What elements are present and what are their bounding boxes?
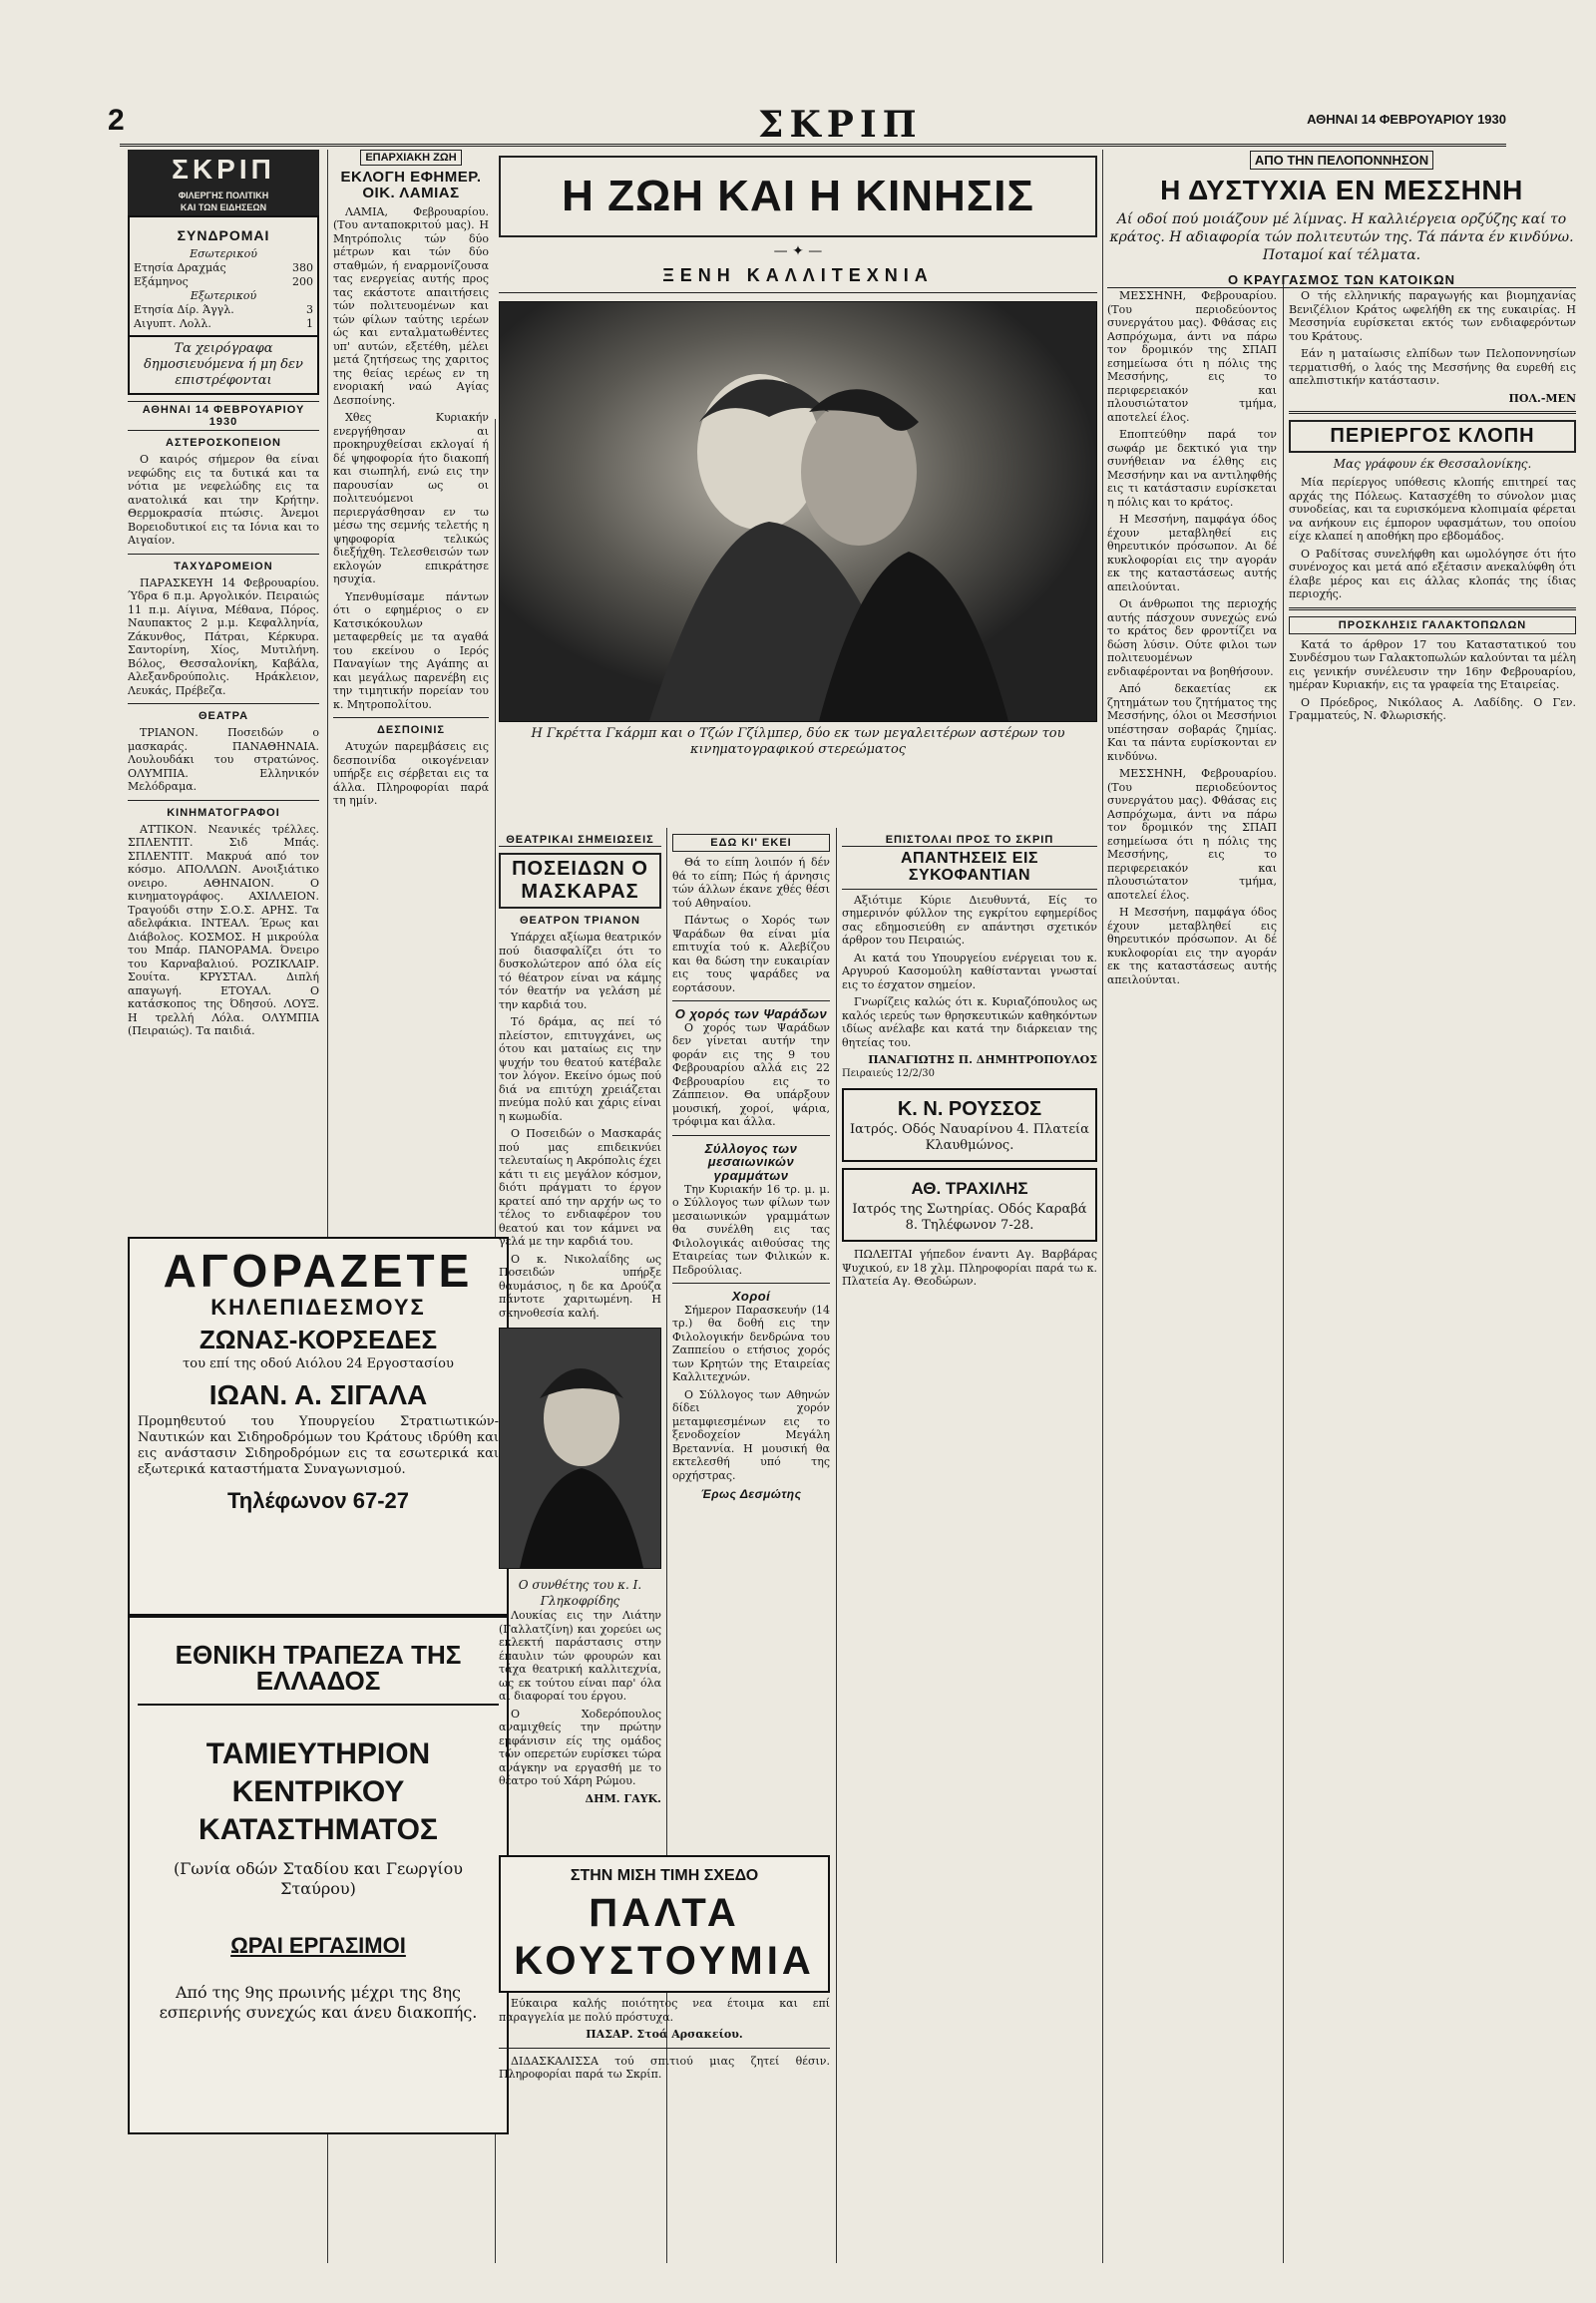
- clothing-ad: [499, 1855, 830, 2263]
- notice-text: Ατυχών παρεμβάσεις εις δεσποινίδα οικογένειαν υπήρξε εις σέρβεται εις τα άλλα. Πληροφορίαι παρά τη ημίν.: [333, 740, 489, 807]
- column-rule: [1102, 150, 1103, 2263]
- divider: [499, 2048, 830, 2049]
- doctor-ad-text: Ιατρός. Οδός Ναυαρίνου 4. Πλατεία Κλαυθμώνος.: [850, 1122, 1089, 1154]
- page-number: 2: [108, 104, 125, 137]
- ad-body: Προμηθευτού του Υπουργείου Στρατιωτικών-Ναυτικών και Σιδηροδρόμων του Κράτους ιδρύθη και εις ανάστασιν Σιδηροδρόμων εις τα εσωτερικά και εξωτερικά καταστήματα Συναγωνισμού.: [138, 1414, 499, 1477]
- divider: [672, 1000, 830, 1001]
- subscription-row: Ετησία Δραχμάς 380: [134, 261, 313, 274]
- messene-text: ΜΕΣΣΗΝΗ, Φεβρουαρίου. (Του περιοδεύοντος συνεργάτου μας). Φθάσας εις Ασπρόχωμα, άντι να πάρω τον δρομικόν της ΣΠΑΠ εσημείωσα ότι η πόλις της Μεσσήνης, εις το περιφερειακόν και πλουσιώτατον τμήμα, αποτελεί έλος.: [1107, 289, 1277, 424]
- divider: [128, 554, 319, 555]
- letters-text: Γνωρίζεις καλώς ότι κ. Κυριαζόπουλος ως καλός ιερεύς των θρησκευτικών καθηκόντων ιδίως ανέλαβε και κατά την διάρκειαν της θητείας του.: [842, 995, 1097, 1049]
- corset-ad: [128, 1237, 509, 1616]
- edo-text: Πάντως ο Χορός των Ψαράδων θα είναι μία επιτυχία τού κ. Αλεβίζου και θα δώση την ευκαιρίαν εις τους ψαράδες να εορτάσουν.: [672, 914, 830, 994]
- messene-text: Ο τής ελληνικής παραγωγής και βιομηχανίας Βενιζέλιον Κράτος ωφελήθη εκ της ευκαιρίας. Η Μεσσηνία ευρίσκεται εκτός των ενδιαφερόντων του Κράτους.: [1289, 289, 1576, 343]
- ad-phone: Τηλέφωνον 67-27: [226, 1488, 409, 1513]
- masthead-logo: ΣΚΡΙΠ: [758, 104, 923, 146]
- sidebar-tagline: ΦΙΛΕΡΓΗΣ ΠΟΛΙΤΙΚΗ: [128, 190, 319, 201]
- bank-hours: Από της 9ης πρωινής μέχρι της 8ης εσπερινής συνεχώς και άνευ διακοπής.: [159, 1983, 478, 2022]
- theatre-text: Υπάρχει αξίωμα θεατρικόν πού διασφαλίζει ότι το δυσκολώτερον από όλα είς τό θέατρον είναι να κάμης τόν θεατήν να γελάση μέ την καρδιά του.: [499, 931, 661, 1011]
- section-title: ΚΙΝΗΜΑΤΟΓΡΑΦΟΙ: [167, 806, 280, 819]
- section-title: ΔΕΣΠΟΙΝΙΣ: [376, 724, 445, 736]
- masthead-date: ΑΘΗΝΑΙ 14 ΦΕΒΡΟΥΑΡΙΟΥ 1930: [1307, 112, 1506, 127]
- balls-title: Χοροί: [731, 1289, 771, 1305]
- classified-text: ΠΩΛΕΙΤΑΙ γήπεδον έναντι Αγ. Βαρβάρας Ψυχικού, εν 18 χλμ. Πληροφορίαι παρά τω κ. Πλατεία Αγ. Θεοδώρων.: [842, 1248, 1097, 1289]
- subscription-box: [128, 215, 319, 337]
- divider: [672, 1283, 830, 1284]
- bank-branch: ΤΑΜΙΕΥΤΗΡΙΟΝ ΚΕΝΤΡΙΚΟΥ ΚΑΤΑΣΤΗΜΑΤΟΣ: [199, 1737, 438, 1846]
- theatre-text: Ο κ. Νικολαΐδης ως Ποσειδών υπήρξε θαυμάσιος, η δε κα Δρούζα πάντοτε χαριτωμένη. Η σκηνοθεσία καλή.: [499, 1252, 661, 1320]
- section-kicker: ΕΠΑΡΧΙΑΚΗ ΖΩΗ: [360, 150, 461, 166]
- edo-text: Θά το είπη λοιπόν ή δέν θά το είπη; Πώς ή άρνησις τών άλλων έκανε χθές θέσι τού Αθηναίου.: [672, 856, 830, 910]
- section-kicker: ΑΠΟ ΤΗΝ ΠΕΛΟΠΟΝΝΗΣΟΝ: [1250, 151, 1433, 170]
- article-text: Υπενθυμίσαμε πάντων ότι ο εφημέριος ο εν Κατσικόκουλων μεταφερθείς με τα αγαθά του εκείνου ο Ιερός Παναγίων της Αγάπης αι και μεγάλως παρενέβη εις την τιμητικήν πορείαν του κ. Μητροπολίτου.: [333, 589, 489, 711]
- letters-date: Πειραιεύς 12/2/30: [842, 1067, 935, 1079]
- subscription-title: ΣΥΝΔΡΟΜΑΙ: [177, 227, 270, 243]
- doctor-ad-name: Κ. Ν. ΡΟΥΣΣΟΣ: [897, 1098, 1042, 1121]
- cinemas-text: ΑΤΤΙΚΟΝ. Νεανικές τρέλλες. ΣΠΛΕΝΤΙΤ. Σιδ Μπάς. ΣΠΛΕΝΤΙΤ. Μακρυά από τον κόσμο. ΑΠΟΛΛΩΝ. Ανοιξιάτικο ονειρο. ΑΘΗΝΑΙΟΝ. Ο κινηματογράφος. ΑΧΙΛΛΕΙΟΝ. Τραγούδι στην Σ.Ο.Σ. ΑΡΗΣ. Τα αδελφάκια. ΙΝΤΕΑΛ. Έρως και Διάβολος. ΚΟΣΜΟΣ. Η μικρούλα του Μπάρ. ΠΑΝΟΡΑΜΑ. Όνειρο του Καρναβαλιού. ΡΟΖΙΚΛΑΙΡ. Σουίτα. ΚΡΥΣΤΑΛ. Διπλή απαγωγή. ΕΤΟΥΑΛ. Ο κατάσκοπος της Όδησού. ΛΟΥΞ. Η τρελλή Λόλα. ΟΛΥΜΠΙΑ (Πειραιώς). Τα παιδιά.: [128, 822, 319, 1037]
- masthead: [108, 104, 1506, 147]
- bank-address: (Γωνία οδών Σταδίου και Γεωργίου Σταύρου): [174, 1859, 463, 1898]
- section-title: ΑΣΤΕΡΟΣΚΟΠΕΙΟΝ: [166, 437, 281, 449]
- clothing-text: Εύκαιρα καλής ποιότητος νεα έτοιμα και επί παραγγελία με πολύ πρόστυχα.: [499, 1997, 830, 2024]
- invite-signature: Ο Πρόεδρος, Νικόλαος Α. Λαδίδης. Ο Γεν. Γραμματεύς, Ν. Φλωρισκής.: [1289, 695, 1576, 722]
- ad-line: του επί της οδού Αιόλου 24 Εργοστασίου: [183, 1356, 454, 1371]
- bank-title: ΕΘΝΙΚΗ ΤΡΑΠΕΖΑ ΤΗΣ ΕΛΛΑΔΟΣ: [138, 1626, 499, 1706]
- invite-headline: ΠΡΟΣΚΛΗΣΙΣ ΓΑΛΑΚΤΟΠΩΛΩΝ: [1289, 616, 1576, 634]
- eros-title: Έρως Δεσμώτης: [700, 1487, 802, 1502]
- theatre-headline: ΠΟΣΕΙΔΩΝ Ο ΜΑΣΚΑΡΑΣ: [499, 853, 661, 909]
- doctor-ad: [842, 1088, 1097, 1162]
- messene-text: Η Μεσσήνη, παμφάγα όδος έχουν μεταβληθεί εις θηρευτικόν πρόσωπον. Αι δέ κυκλοφορίαι εις την αγοράν εκ της καταστάσεως αυτής απειλούνται.: [1107, 906, 1277, 986]
- composer-caption: Ο συνθέτης του κ. Ι. Γληκοφρίδης: [518, 1578, 642, 1608]
- section-kicker: ΘΕΑΤΡΙΚΑΙ ΣΗΜΕΙΩΣΕΙΣ: [499, 834, 661, 847]
- weather-text: Ο καιρός σήμερον θα είναι νεφώδης εις τα δυτικά και τα νότια με νεφελώδης εις τα ανατολικά και την Κρήτην. Θερμοκρασία πτώσις. Άνεμοι Βορειοδυτικοί εις τα Ιόνια και το Αιγαίον.: [128, 453, 319, 547]
- mail-text: ΠΑΡΑΣΚΕΥΗ 14 Φεβρουαρίου. Ύδρα 6 π.μ. Αργολικόν. Πειραιώς 11 π.μ. Αίγινα, Μέθανα, Πόρος. Ναυπακτος 2 μ.μ. Κεφαλληνία, Ζάκυνθος, Πάτραι, Κέρκυρα. Σαντορίνη, Χίος, Μυτιλήνη. Βόλος, Θεσσαλονίκη, Καβάλα, Αλεξανδρούπολις. Ηράκλειον, Λευκάς, Πρέβεζα.: [128, 576, 319, 697]
- article-text: ΛΑΜΙΑ, Φεβρουαρίου. (Του ανταποκριτού μας). Η Μητρόπολις τών δύο μέτρων και τών δύο σταθμών, ή εναρμονίζουσα τας ενεργείας αυτής προς τας εκάστοτε απαιτήσεις τών πολιτευομένων και τών φίλων ταύτης ιερέων ώς και ενταλματωθέντες υπ' αυτών, εξετέθη, μέλει μετά ζητήσεως της χαριτος της θείας ιερέως εν τη ενοριακή ναώ Αγίας Δεσποίνης.: [333, 204, 489, 407]
- clothing-ad-box: [499, 1855, 830, 1993]
- theft-text: Μία περίεργος υπόθεσις κλοπής επιτηρεί τας αρχάς της Πόλεως. Κατασχέθη το σύνολον μιας συνοδείας, και τα ευρισκόμενα κλοπιμαία φέρεται να ανήκουν εις έμπορον υφασμάτων, του οποίου είχε κλαπεί η αποθήκη προ εβδομάδος.: [1289, 476, 1576, 543]
- classified-text: ΔΙΔΑΣΚΑΛΙΣΣΑ τού σπιτιού μιας ζητεί θέσιν. Πληροφορίαι παρά τω Σκρίπ.: [499, 2054, 830, 2081]
- clothing-sig: ΠΑΣΑΡ. Στοά Αρσακείου.: [586, 2028, 743, 2041]
- ad-title: ΑΓΟΡΑΖΕΤΕ: [163, 1245, 474, 1297]
- divider: [1289, 411, 1576, 414]
- article-text: Χθες Κυριακήν ενεργήθησαν αι προκηρυχθείσαι εκλογαί ή δέ ψηφοφορία ήτο διακοπή και σιωπηλή, ενώ εις την παρουσίαν ως οι πολιτευόμενοι περιεργάσθησαν εν τω μέσω της σεμνής τελετής η ψηφοφορία τελικώς διεξήχθη. Τελεσθεισών των εκλογών επικράτησε ησυχία.: [333, 411, 489, 585]
- manuscripts-notice: Τα χειρόγραφα δημοσιευόμενα ή μη δεν επιστρέφονται: [128, 337, 319, 395]
- bank-hours-title: ΩΡΑΙ ΕΡΓΑΣΙΜΟΙ: [230, 1933, 406, 1958]
- section-title: ΤΑΧΥΔΡΟΜΕΙΟΝ: [174, 560, 273, 573]
- signature: ΔΗΜ. ΓΑΥΚ.: [585, 1791, 661, 1805]
- doctor-ad-name: ΑΘ. ΤΡΑΧΙΛΗΣ: [911, 1179, 1028, 1199]
- doctor-ad-text: Ιατρός της Σωτηρίας. Οδός Καραβά 8. Τηλέφωνον 7-28.: [852, 1202, 1087, 1234]
- theatre-text: Ο Ποσειδών ο Μασκαράς πού μας επιδεικνύει τελευταίως η Ακρόπολις έχει κάτι τι εις μεγάλον κόσμον, διότι πράγματι το έργον κρατεί από την αρχήν ως το τέλος το ενδιαφέρον του θεατού και τον κάμνει να γελά με την καρδιά του.: [499, 1127, 661, 1248]
- letters-text: Αι κατά του Υπουργείου ενέργειαι του κ. Αργυρού Κασομούλη καθίστανται γνωσταί εις το έσχατον σημείον.: [842, 951, 1097, 991]
- divider: [1289, 607, 1576, 610]
- messene-section: Ο ΚΡΑΥΓΑΣΜΟΣ ΤΩΝ ΚΑΤΟΙΚΩΝ: [1107, 272, 1576, 288]
- ad-line: ΚΗΛΕΠΙΔΕΣΜΟΥΣ: [210, 1295, 426, 1320]
- letters-column: [842, 828, 1097, 2263]
- theft-headline: ΠΕΡΙΕΡΓΟΣ ΚΛΟΠΗ: [1289, 420, 1576, 453]
- composer-image: [500, 1329, 661, 1568]
- sidebar-tagline: ΚΑΙ ΤΩΝ ΕΙΔΗΣΕΩΝ: [128, 201, 319, 215]
- clothing-line: ΚΟΥΣΤΟΥΜΙΑ: [514, 1939, 815, 1983]
- association-title: Σύλλογος των μεσαιωνικών γραμμάτων: [704, 1140, 798, 1183]
- section-kicker: ΕΠΙΣΤΟΛΑΙ ΠΡΟΣ ΤΟ ΣΚΡΙΠ: [842, 834, 1097, 847]
- divider: [333, 717, 489, 718]
- subscription-foreign: Εξωτερικού: [190, 289, 257, 302]
- balls-text: Σήμερον Παρασκευήν (14 τρ.) θα δοθή εις την Φιλολογικήν δενδρώνα του Ζαππείου ο ετήσιος χορός των Κρητών της Εταιρείας Καλλιτεχνών.: [672, 1303, 830, 1384]
- column-1: [128, 150, 319, 1226]
- balls-text: Ο Σύλλογος των Αθηνών δίδει χορόν μεταμφιεσμένων εις το ξενοδοχείον Μεγάλη Βρεταννία. Η μουσική θα εκτελεσθή υπό της ορχήστρας.: [672, 1387, 830, 1482]
- theft-sub: Μας γράφουν έκ Θεσσαλονίκης.: [1333, 457, 1532, 471]
- ad-line: ΖΩΝΑΣ-ΚΟΡΣΕΔΕΣ: [199, 1325, 438, 1354]
- subscription-domestic: Εσωτερικού: [190, 247, 257, 260]
- letters-headline: ΑΠΑΝΤΗΣΕΙΣ ΕΙΣ ΣΥΚΟΦΑΝΤΙΑΝ: [842, 851, 1097, 890]
- composer-photo: [499, 1328, 661, 1569]
- column-rule: [1283, 284, 1284, 2263]
- messene-text: Οι άνθρωποι της περιοχής αυτής πάσχουν συνεχώς ενώ το κράτος δεν φροντίζει να δώση λύσιν. Ούτε φιλοι των πολιτευομένων ενδιαφέρονται να βοηθήσουν.: [1107, 597, 1277, 678]
- photo-caption: Η Γκρέττα Γκάρμπ και ο Τζών Γζίλμπερ, δύο εκ των μεγαλειτέρων αστέρων του κινηματογραφικού στερεώματος: [531, 726, 1065, 757]
- messene-signature: ΠΟΛ.-ΜΕΝ: [1508, 391, 1576, 405]
- letters-text: Αξιότιμε Κύριε Διευθυντά, Είς το σημερινόν φύλλον της εγκρίτου εφημερίδος σας εδημοσιεύθη εν απάντησι σχετικόν άρθρον του Πειραιώς.: [842, 893, 1097, 948]
- film-stars-photo: [499, 301, 1097, 722]
- article-headline: ΕΚΛΟΓΗ ΕΦΗΜΕΡ. ΟΙΚ. ΛΑΜΙΑΣ: [340, 169, 482, 201]
- theatre-sub: ΘΕΑΤΡΟΝ ΤΡΙΑΝΟΝ: [519, 915, 641, 927]
- letters-signature: ΠΑΝΑΓΙΩΤΗΣ Π. ΔΗΜΗΤΡΟΠΟΥΛΟΣ: [868, 1053, 1097, 1067]
- theatre-text: Λουκίας εις την Λιάτην (Γαλλατζίνη) και χορεύει ως εκλεκτή παράστασις στην έπαυλιν τών φρουρών και τάχα θεατρική καλλιτεχνία, ως εκ τούτου είναι παρ' όλα αι διαφοραί του έργου.: [499, 1609, 661, 1703]
- section-kicker: ΕΔΩ ΚΙ' ΕΚΕΙ: [672, 834, 830, 852]
- clothing-line: ΣΤΗΝ ΜΙΣΗ ΤΙΜΗ ΣΧΕΔΟ: [570, 1867, 759, 1884]
- ad-name: ΙΩΑΝ. Α. ΣΙΓΑΛΑ: [208, 1379, 428, 1410]
- messene-text: ΜΕΣΣΗΝΗ, Φεβρουαρίου. (Του περιοδεύοντος συνεργάτου μας). Φθάσας εις Ασπρόχωμα, άντι να πάρω τον δρομικόν της ΣΠΑΠ εσημείωσα ότι η πόλις της Μεσσήνης, εις το περιφερειακόν και πλουσιώτατον τμήμα, αποτελεί έλος.: [1107, 767, 1277, 902]
- messene-header: [1107, 150, 1576, 292]
- messene-text: Εάν η ματαίωσις ελπίδων των Πελοποννησίων τερματισθή, ο λαός της Μεσσήνης θα ευρεθή εις απελπιστικήν κατάστασιν.: [1289, 347, 1576, 387]
- messene-column-2: [1289, 289, 1576, 2263]
- messene-headline: Η ΔΥΣΤΥΧΙΑ ΕΝ ΜΕΣΣΗΝΗ: [1160, 175, 1523, 205]
- invite-text: Κατά το άρθρον 17 του Καταστατικού του Συνδέσμου των Γαλακτοπωλών καλούνται τα μέλη εις γενικήν συνέλευσιν την 16ην Φεβρουαρίου, ημέραν Κυριακήν, εις τα γραφεία της Εταιρείας.: [1289, 637, 1576, 691]
- theft-text: Ο Ραδίτσας συνελήφθη και ωμολόγησε ότι ήτο συνένοχος και μετά από εξέτασιν ανεκαλύφθη ότι έλαβε μέρος και εις άλλας κλοπάς της ίδιας περιοχής.: [1289, 547, 1576, 600]
- feature-headline: Η ΖΩΗ ΚΑΙ Η ΚΙΝΗΣΙΣ: [499, 156, 1097, 237]
- dance-title: Ο χορός των Ψαράδων: [674, 1006, 828, 1021]
- subscription-row: Ετησία Δίρ. Άγγλ. 3: [134, 303, 313, 316]
- center-feature: [499, 150, 1097, 758]
- column-rule: [836, 828, 837, 2263]
- messene-column-1: [1107, 289, 1277, 2263]
- divider: [128, 703, 319, 704]
- messene-text: Από δεκαετίας εκ ζητημάτων του ζητήματος της Μεσσήνης, όλοι οι Μεσσήνιοι υπέστησαν σοβαράς ζημίας. Και τα πάντα ευρίσκονται εν κινδύνω.: [1107, 682, 1277, 763]
- theatres-text: ΤΡΙΑΝΟΝ. Ποσειδών ο μασκαράς. ΠΑΝΑΘΗΝΑΙΑ. Λουλουδάκι του στρατώνος. ΟΛΥΜΠΙΑ. Ελληνικόν Μελόδραμα.: [128, 726, 319, 793]
- bank-ad: [128, 1616, 509, 2134]
- messene-subtitle: Αί οδοί πού μοιάζουν μέ λίμνας. Η καλλιέργεια ορζύζης καί το κράτος. Η αδιαφορία τών πολιτευτών της. Τά πάντα έν κινδύνω. Ποταμοί καί τέλματα.: [1109, 211, 1574, 264]
- divider: [672, 1135, 830, 1136]
- association-text: Την Κυριακήν 16 τρ. μ. μ. ο Σύλλογος των φίλων των μεσαιωνικών γραμμάτων θα συνέλθη εις τας Φιλολογικάς αιθούσας της Εταιρείας των Φιλικών κ. Πεδρούλιας.: [672, 1182, 830, 1277]
- divider: [128, 800, 319, 801]
- column-2: [333, 150, 489, 1226]
- messene-text: Εποπτεύθην παρά τον σωφάρ με δεκτικό για την συνήθειαν να έλθης εις Μεσσήνην και να αντιληφθής εις τι κατάστασιν ευρίσκεται η πόλις και το κράτος.: [1107, 428, 1277, 509]
- date-line: ΑΘΗΝΑΙ 14 ΦΕΒΡΟΥΑΡΙΟΥ 1930: [128, 401, 319, 431]
- feature-section: ΞΕΝΗ ΚΑΛΛΙΤΕΧΝΙΑ: [499, 265, 1097, 293]
- theatre-text: Τό δράμα, ας πεί τό πλείστον, επιτυγχάνει, ως ότου και ματαίως εις την ψυχήν του θεατού κατέβαλε τον λόγον. Εκείνο όμως πού διά να επιτύχη χρειάζεται πνεύμα πολύ και χάρις είναι η κωμωδία.: [499, 1015, 661, 1123]
- subscription-row: Αιγυπτ. Λολλ. 1: [134, 317, 313, 330]
- doctor-ad: [842, 1168, 1097, 1242]
- ornament: — ✦ —: [773, 243, 823, 259]
- dance-text: Ο χορός των Ψαράδων δεν γίνεται αυτήν την φοράν εις της 9 του Φεβρουαρίου αλλά εις 22 Φεβρουαρίου εις το Ζάππειον. Θα υπάρξουν μουσική, χοροί, ψάρια, τρόφιμα και άλλα.: [672, 1020, 830, 1129]
- photo-image: [500, 302, 1097, 721]
- clothing-line: ΠΑΛΤΑ: [589, 1891, 740, 1935]
- sidebar-logo: ΣΚΡΙΠ: [128, 150, 319, 190]
- theatre-text: Ο Χοδερόπουλος αναμιχθείς την πρώτην εμφάνισιν είς της ομάδος τών οπερετών ευρίσκει τώρα ανάγκην να εργασθή με το θέατρο τού Χάρη Ρώμου.: [499, 1707, 661, 1787]
- section-title: ΘΕΑΤΡΑ: [198, 710, 249, 722]
- messene-text: Η Μεσσήνη, παμφάγα όδος έχουν μεταβληθεί εις θηρευτικόν πρόσωπον. Αι δέ κυκλοφορίαι εις την αγοράν εκ της καταστάσεως αυτής απειλούνται.: [1107, 513, 1277, 593]
- subscription-row: Εξάμηνος 200: [134, 275, 313, 288]
